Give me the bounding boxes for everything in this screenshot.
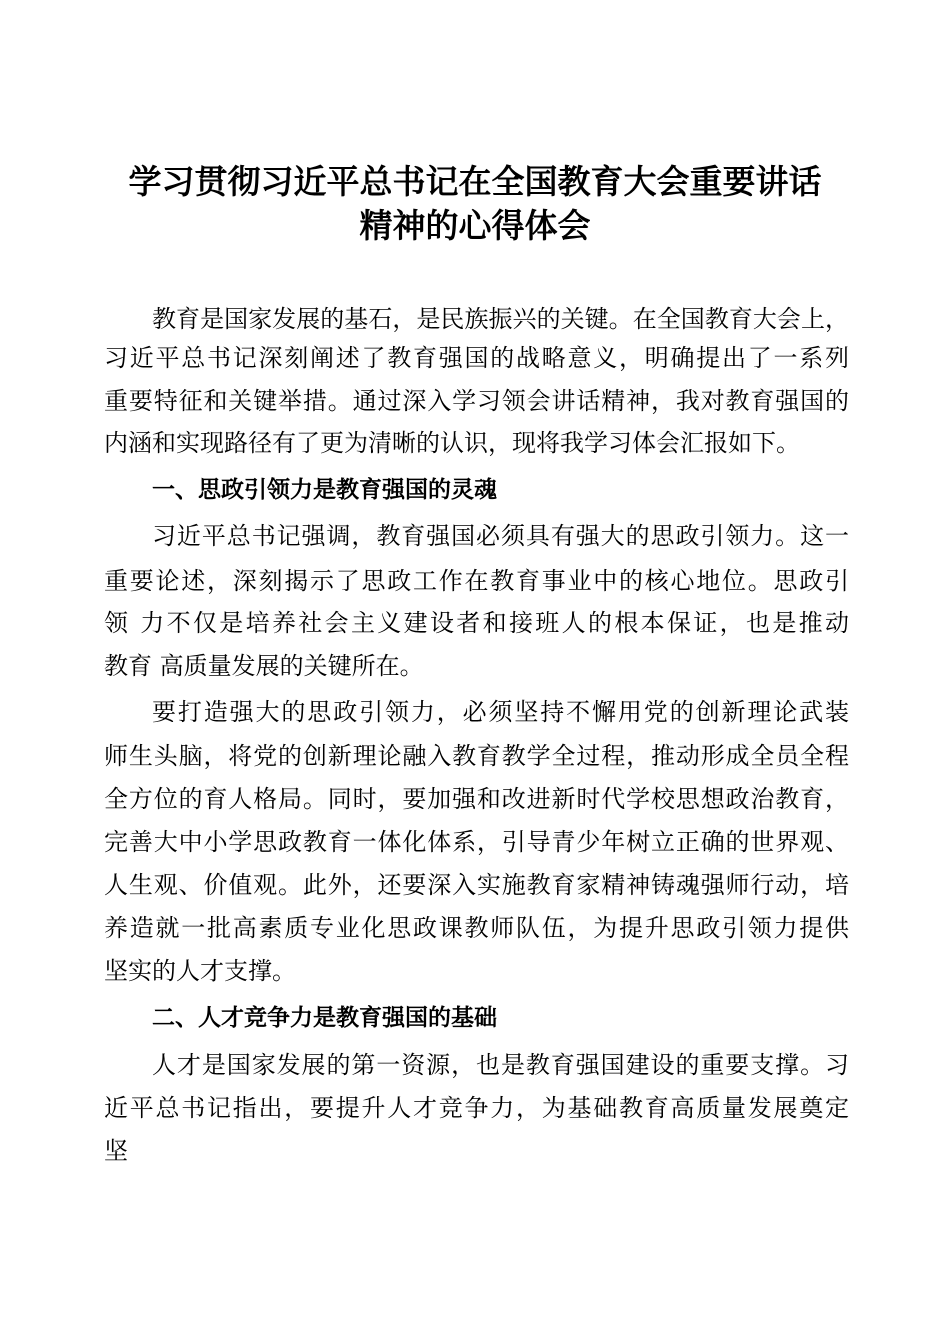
paragraph-line: 教育是国家发展的基石，是民族振兴的关键。在全国教育大会上， [152, 305, 849, 333]
paragraph-line: 近平总书记指出，要提升人才竞争力，为基础教育高质量发展奠定 [104, 1094, 849, 1122]
section-heading-2: 二、人才竞争力是教育强国的基础 [152, 1005, 497, 1031]
paragraph-line: 重要特征和关键举措。通过深入学习领会讲话精神，我对教育强国的 [104, 387, 849, 415]
paragraph-line: 坚实的人才支撑。 [104, 957, 296, 985]
document-title-line-1: 学习贯彻习近平总书记在全国教育大会重要讲话 [128, 162, 822, 201]
paragraph-line: 内涵和实现路径有了更为清晰的认识，现将我学习体会汇报如下。 [104, 429, 800, 457]
paragraph-line: 领 力不仅是培养社会主义建设者和接班人的根本保证，也是推动 [104, 609, 849, 637]
paragraph-line: 习近平总书记深刻阐述了教育强国的战略意义，明确提出了一系列 [104, 344, 849, 372]
paragraph-line: 全方位的育人格局。同时，要加强和改进新时代学校思想政治教育， [104, 785, 849, 813]
paragraph-line: 习近平总书记强调，教育强国必须具有强大的思政引领力。这一 [152, 522, 849, 550]
paragraph-line: 师生头脑，将党的创新理论融入教育教学全过程，推动形成全员全程 [104, 742, 849, 770]
paragraph-line: 教育 高质量发展的关键所在。 [104, 652, 424, 680]
paragraph-line: 坚 [104, 1137, 128, 1165]
paragraph-line: 养造就一批高素质专业化思政课教师队伍，为提升思政引领力提供 [104, 914, 849, 942]
paragraph-line: 重要论述，深刻揭示了思政工作在教育事业中的核心地位。思政引 [104, 567, 849, 595]
paragraph-line: 人才是国家发展的第一资源，也是教育强国建设的重要支撑。习 [152, 1051, 849, 1079]
section-heading-1: 一、思政引领力是教育强国的灵魂 [152, 477, 497, 503]
document-title-line-2: 精神的心得体会 [359, 206, 591, 245]
paragraph-line: 要打造强大的思政引领力，必须坚持不懈用党的创新理论武装 [152, 698, 849, 726]
paragraph-line: 完善大中小学思政教育一体化体系，引导青少年树立正确的世界观、 [104, 828, 849, 856]
paragraph-line: 人生观、价值观。此外，还要深入实施教育家精神铸魂强师行动，培 [104, 871, 849, 899]
